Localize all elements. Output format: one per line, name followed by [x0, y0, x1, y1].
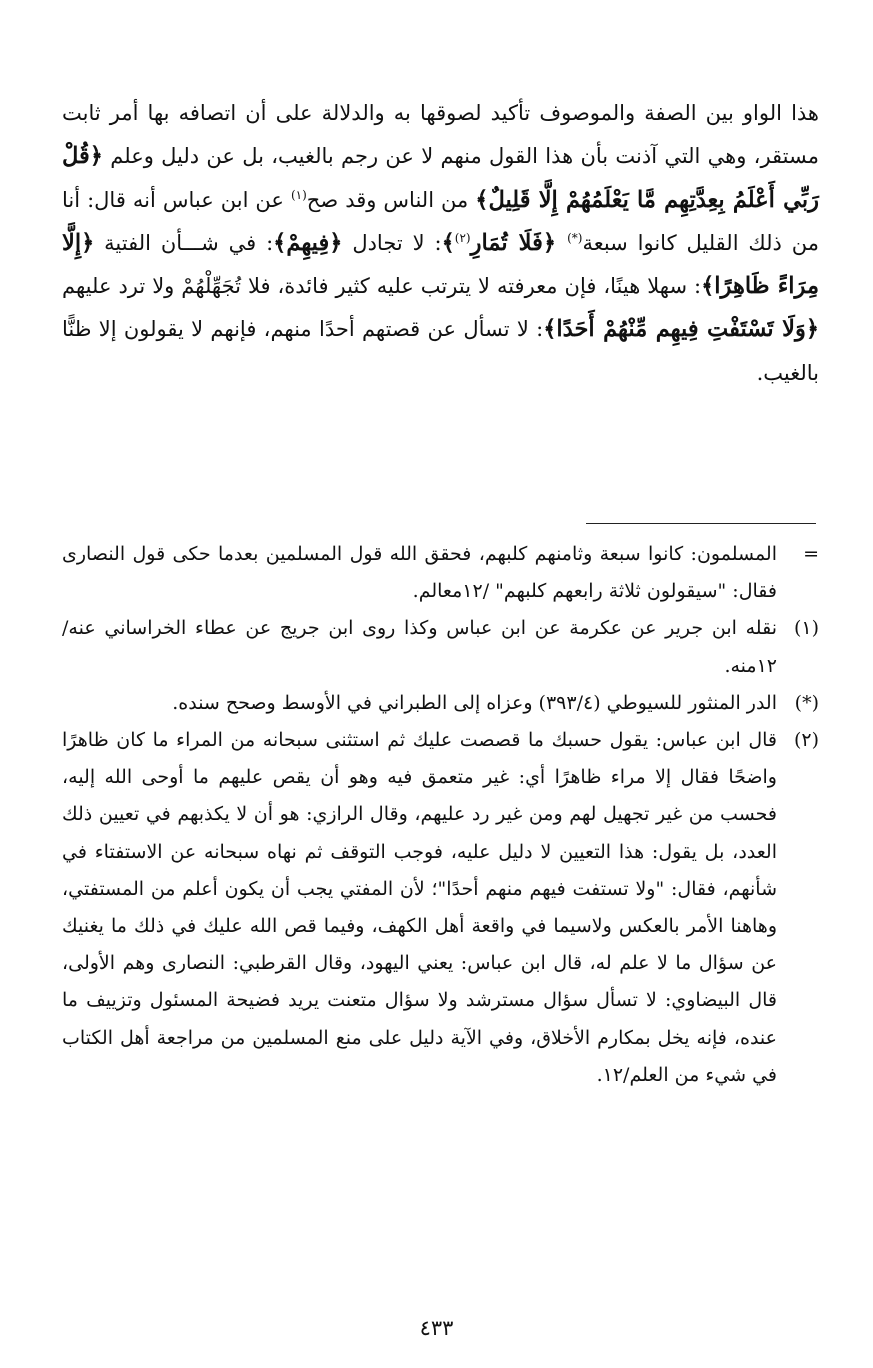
footnote-star: [62, 685, 819, 722]
text-segment: هذا الواو بين الصفة والموصوف تأكيد لصوقها به والدلالة على أن اتصافه بها أمر ثابت مستقر، وهي التي آذنت بأن هذا القول منهم لا عن رجم بالغيب، بل عن دليل وعلم: [62, 101, 819, 169]
footnote-marker: (١): [793, 617, 819, 640]
quran-verse: ﴿فَلَا تُمَارِ: [470, 229, 568, 256]
quran-verse: ﴿وَلَا تَسْتَفْتِ فِيهِم مِّنْهُمْ أَحَدًا﴾: [543, 316, 819, 343]
text-segment: : لا تسأل عن قصتهم أحدًا منهم، فإنهم لا يقولون إلا ظنًّا بالغيب.: [62, 317, 819, 385]
main-text: [62, 92, 819, 395]
footnote-ref[interactable]: (٢): [454, 230, 471, 245]
footnote-continuation: [62, 536, 819, 610]
footnotes: [62, 536, 819, 1094]
footnote-text: الدر المنثور للسيوطي (٣٩٣/٤) وعزاه إلى الطبراني في الأوسط وصحح سنده.: [172, 691, 777, 714]
footnote-ref[interactable]: (*): [567, 230, 583, 245]
footnote-marker: (*): [794, 691, 819, 714]
page-number: ٤٣٣: [419, 1316, 454, 1340]
footnote-1: [62, 610, 819, 684]
quran-verse: ﴿فِيهِمْ﴾: [273, 229, 343, 256]
quran-verse-end: ﴾: [441, 229, 455, 256]
text-segment: : سهلا هينًا، فإن معرفته لا يترتب عليه كثير فائدة، فلا تُجَهِّلْهُمْ ولا ترد عليهم: [62, 274, 702, 299]
footnote-divider: [586, 523, 816, 524]
text-segment: : في شـــأن الفتية: [94, 230, 274, 255]
footnote-text: نقله ابن جرير عن عكرمة عن ابن عباس وكذا روى ابن جريج عن عطاء الخراساني عنه/١٢منه.: [62, 617, 777, 677]
footnote-text: قال ابن عباس: يقول حسبك ما قصصت عليك ثم استثنى سبحانه من المراء ما كان ظاهرًا واضحًا فقال إلا مراء ظاهرًا أي: غير متعمق فيه وهو أن يقص عليهم ما أوحى الله إليه، فحسب من غير تجهيل لهم ومن غير رد عليهم، وقال الرازي: هو أن لا يكذبهم في تعيين ذلك العدد، بل يقول: هذا التعيين لا دليل عليه، فوجب التوقف ثم نهاه سبحانه عن الاستفتاء في شأنهم، فقال: "ولا تستفت فيهم منهم أحدًا"؛ لأن المفتي يجب أن يكون أعلم من المستفتي، وهاهنا الأمر بالعكس ولاسيما في واقعة أهل الكهف، وفيما قص الله عليك في ذلك ما يغنيك عن سؤال ما لا علم له، قال ابن عباس: يعني اليهود، وقال القرطبي: النصارى وهم الأولى، قال البيضاوي: لا تسأل سؤال مسترشد ولا سؤال متعنت يريد فضيحة المسئول وتزييف ما عنده، فإنه يخل بمكارم الأخلاق، وفي الآية دليل على منع المسلمين من مراجعة أهل الكتاب في شيء من العلم/١٢.: [62, 729, 777, 1086]
footnote-2: [62, 722, 819, 1094]
main-paragraph: [62, 92, 819, 395]
footnote-ref[interactable]: (١): [290, 187, 307, 202]
footnote-marker: (٢): [793, 729, 819, 752]
text-segment: من الناس وقد صح: [306, 187, 476, 212]
text-segment: : لا تجادل: [342, 230, 442, 255]
footnote-marker: =: [803, 543, 819, 565]
quran-verse: ﴿إِلَّا مِرَاءً ظَاهِرًا﴾: [62, 229, 820, 300]
footnote-text: المسلمون: كانوا سبعة وثامنهم كلبهم، فحقق الله قول المسلمين بعدما حكى قول النصارى فقال: "سيقولون ثلاثة رابعهم كلبهم" /١٢معالم.: [62, 543, 777, 603]
quran-verse: ﴿قُلْ رَبِّي أَعْلَمُ بِعِدَّتِهِم مَّا يَعْلَمُهُمْ إِلَّا قَلِيلٌ﴾: [62, 143, 819, 213]
text-segment: عن ابن عباس أنه قال: أنا من ذلك القليل كانوا سبعة: [62, 187, 819, 255]
